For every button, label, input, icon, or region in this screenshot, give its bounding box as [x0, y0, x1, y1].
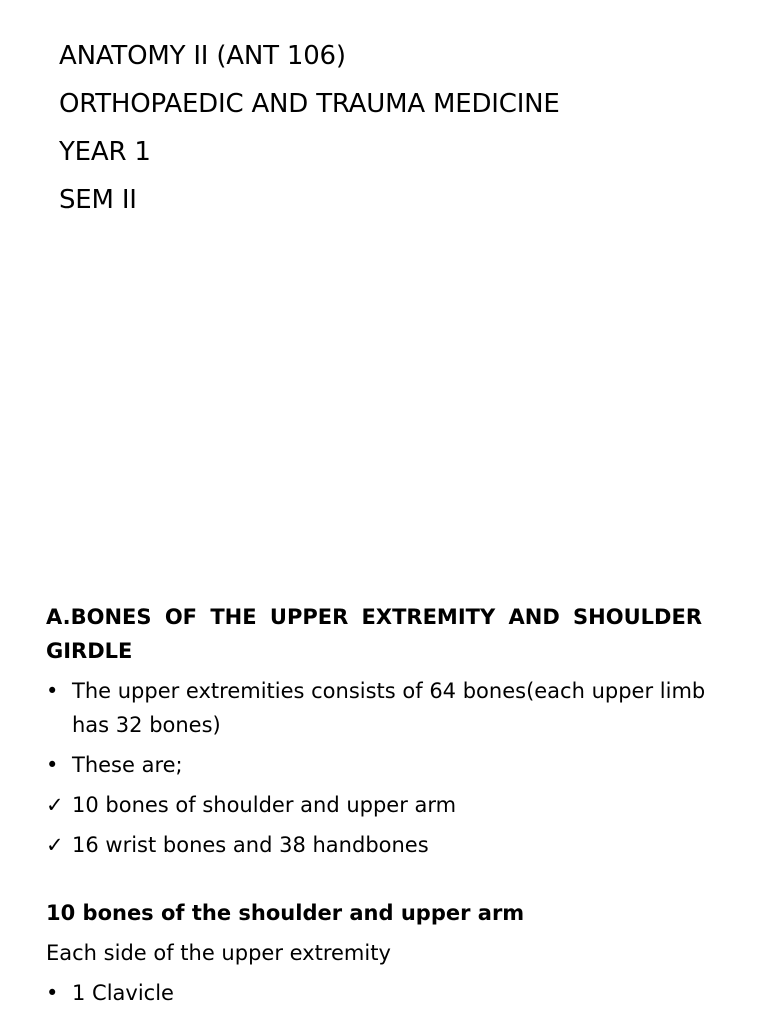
bullet-icon: • — [46, 981, 59, 1005]
list-item-text: 16 wrist bones and 38 handbones — [72, 833, 429, 857]
list-item — [46, 748, 708, 782]
section-bones-upper-extremity — [46, 600, 708, 1016]
bullet-icon: • — [46, 753, 59, 777]
list-item-text: The upper extremities consists of 64 bones(each upper limb has 32 bones) — [72, 679, 706, 737]
title-block — [59, 32, 560, 224]
list-item-text: These are; — [72, 753, 183, 777]
section-heading — [46, 600, 708, 668]
programme-title: ORTHOPAEDIC AND TRAUMA MEDICINE — [59, 89, 560, 119]
list-item — [46, 788, 708, 822]
bullet-icon: • — [46, 679, 59, 703]
section-heading-line2: GIRDLE — [46, 639, 133, 663]
list-item — [46, 674, 708, 742]
course-title: ANATOMY II (ANT 106) — [59, 41, 346, 71]
semester-label: SEM II — [59, 185, 137, 215]
list-item-text: 10 bones of shoulder and upper arm — [72, 793, 457, 817]
subsection-heading: 10 bones of the shoulder and upper arm — [46, 901, 525, 925]
year-label: YEAR 1 — [59, 137, 151, 167]
subsection-intro: Each side of the upper extremity — [46, 941, 391, 965]
list-item-text: 1 Clavicle — [72, 981, 174, 1005]
list-item — [46, 976, 708, 1010]
checkmark-icon: ✓ — [46, 793, 64, 817]
list-item — [46, 828, 708, 862]
spacer — [46, 868, 708, 896]
checkmark-icon: ✓ — [46, 833, 64, 857]
section-heading-line1: A.BONES OF THE UPPER EXTREMITY AND SHOULDER — [46, 605, 702, 629]
